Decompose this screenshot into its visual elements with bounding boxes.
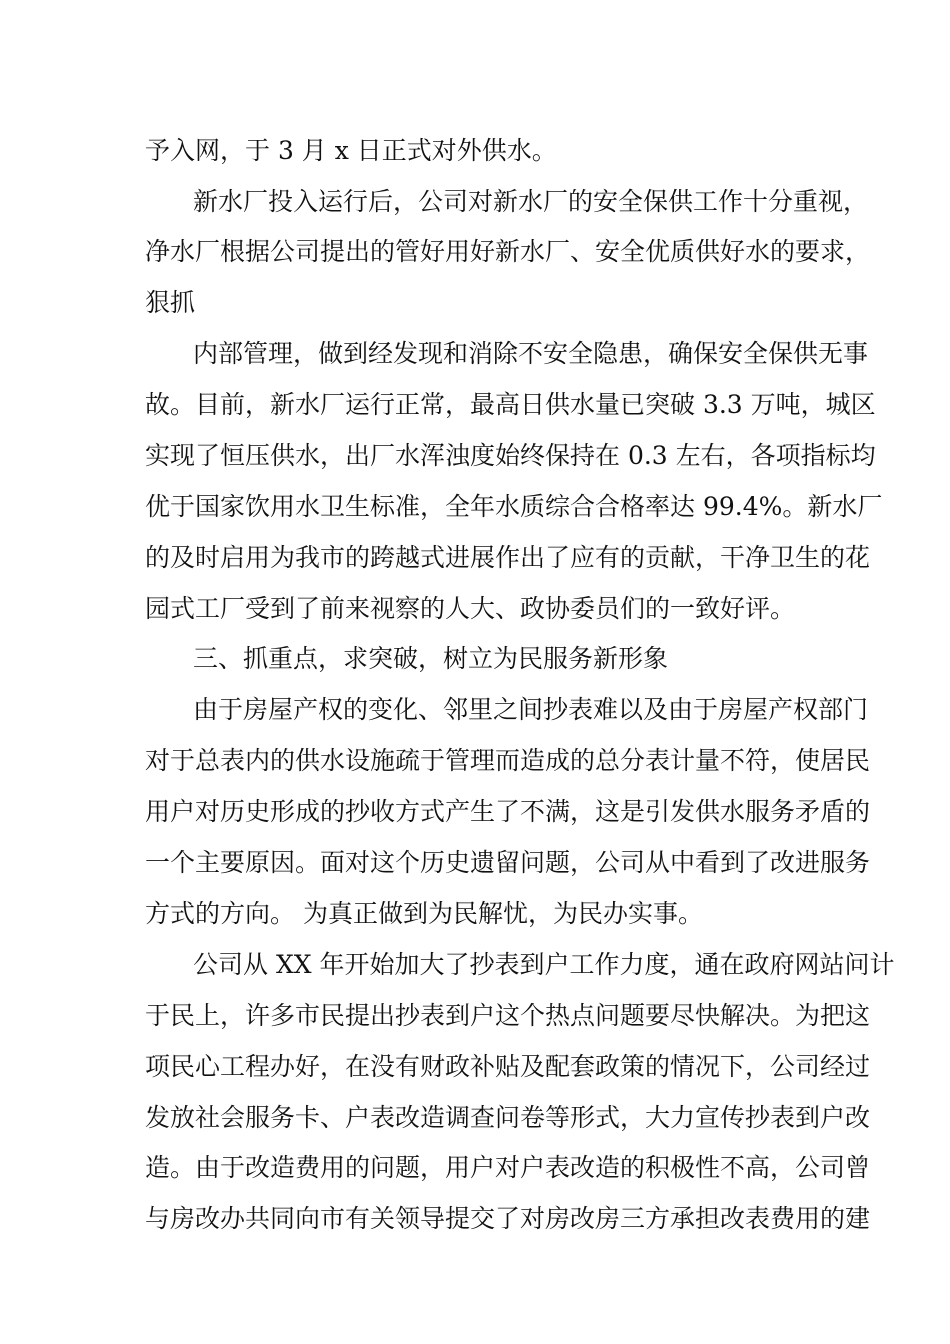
text-line: 发放社会服务卡、户表改造调查问卷等形式，大力宣传抄表到户改 (145, 1103, 871, 1132)
text-line: 一个主要原因。面对这个历史遗留问题，公司从中看到了改进服务 (145, 848, 871, 877)
text-line: 狠抓 (145, 288, 196, 317)
text-line: 用户对历史形成的抄收方式产生了不满，这是引发供水服务矛盾的 (145, 797, 871, 826)
text-line: 园式工厂受到了前来视察的人大、政协委员们的一致好评。 (145, 594, 796, 623)
text-line: 方式的方向。 为真正做到为民解忧，为民办实事。 (145, 899, 703, 928)
paragraph-start-line: 公司从 XX 年开始加大了抄表到户工作力度，通在政府网站问计 (193, 950, 895, 979)
text-line: 与房改办共同向市有关领导提交了对房改房三方承担改表费用的建 (145, 1204, 871, 1233)
text-line: 造。由于改造费用的问题，用户对户表改造的积极性不高，公司曾 (145, 1153, 871, 1182)
text-line: 的及时启用为我市的跨越式进展作出了应有的贡献，干净卫生的花 (145, 543, 871, 572)
text-line: 净水厂根据公司提出的管好用好新水厂、安全优质供好水的要求， (145, 237, 871, 266)
text-line: 对于总表内的供水设施疏于管理而造成的总分表计量不符，使居民 (145, 746, 871, 775)
text-line: 于民上，许多市民提出抄表到户这个热点问题要尽快解决。为把这 (145, 1001, 871, 1030)
text-line: 实现了恒压供水，出厂水浑浊度始终保持在 0.3 左右，各项指标均 (145, 441, 876, 470)
text-line: 优于国家饮用水卫生标准，全年水质综合合格率达 99.4%。新水厂 (145, 492, 883, 521)
paragraph-start-line: 由于房屋产权的变化、邻里之间抄表难以及由于房屋产权部门 (193, 695, 869, 724)
text-line: 故。目前，新水厂运行正常，最高日供水量已突破 3.3 万吨，城区 (145, 390, 876, 419)
section-heading: 三、抓重点，求突破，树立为民服务新形象 (193, 644, 669, 673)
text-line: 予入网，于 3 月 x 日正式对外供水。 (145, 136, 557, 165)
paragraph-start-line: 内部管理，做到经发现和消除不安全隐患，确保安全保供无事 (193, 339, 869, 368)
paragraph-start-line: 新水厂投入运行后，公司对新水厂的安全保供工作十分重视， (193, 187, 869, 216)
text-line: 项民心工程办好，在没有财政补贴及配套政策的情况下，公司经过 (145, 1052, 871, 1081)
